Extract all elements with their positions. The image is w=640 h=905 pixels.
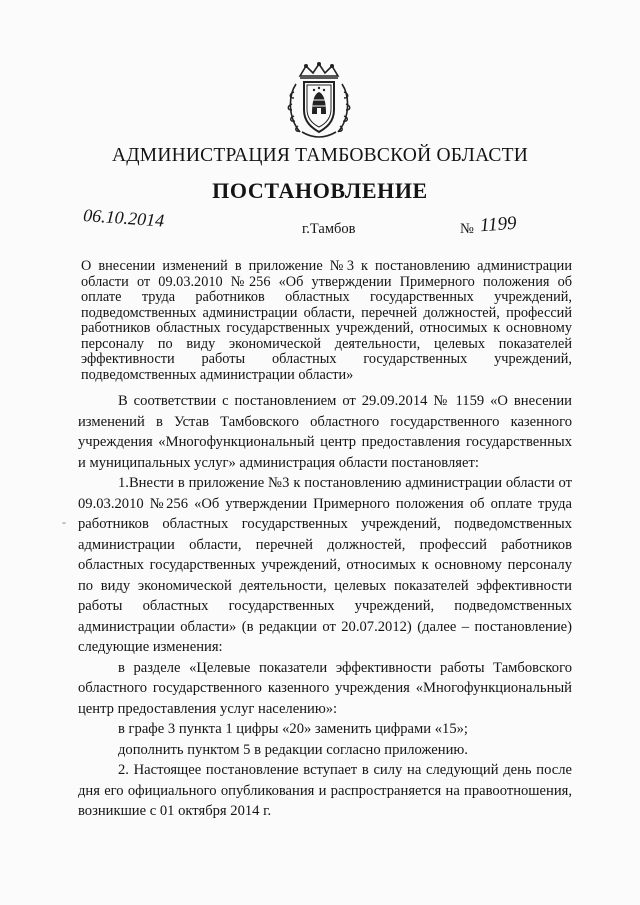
paragraph-preamble: В соответствии с постановлением от 29.09.2014 № 1159 «О внесении изменений в Устав Тамбовского областного государственного казенного учреждения «Многофункциональный центр предоставления государственных и муниципальных услуг» администрация области постановляет: (78, 393, 572, 471)
document-type: ПОСТАНОВЛЕНИЕ (212, 178, 428, 203)
paragraph-change-2: дополнить пунктом 5 в редакции согласно приложению. (118, 741, 468, 758)
organization-title: АДМИНИСТРАЦИЯ ТАМБОВСКОЙ ОБЛАСТИ (112, 145, 528, 166)
document-subject: О внесении изменений в приложение №3 к постановлению администрации области от 09.03.2010 №256 «Об утверждении Примерного положения об оплате труда работников областных государственных учреждений, подведомственных администрации области, перечней должностей, профессий работников областных государственных учреждений, относимых к основному персоналу по виду экономической деятельности, целевых показателей эффективности работы областных государственных учреждений, подведомственных администрации области» (81, 258, 572, 383)
paragraph-item-2: 2. Настоящее постановление вступает в силу на следующий день после дня его официального опубликования и распространяется на правоотношения, возникшие с 01 октября 2014 г. (78, 762, 572, 819)
paragraph-section: в разделе «Целевые показатели эффективности работы Тамбовского областного государственного казенного учреждения «Многофункциональный центр предоставления услуг населению»: (78, 659, 572, 717)
paragraph-item-1: 1.Внести в приложение №3 к постановлению администрации области от 09.03.2010 №256 «Об утверждении Примерного положения об оплате труда работников областных государственных учреждений, подведомственных администрации области, перечней должностей, профессий работников областных государственных учреждений, относимых к основному персоналу по виду экономической деятельности, целевых показателей эффективности работы областных государственных учреждений, подведомственных администрации области» (в редакции от 20.07.2012) (далее – постановление) следующие изменения: (78, 475, 572, 655)
margin-mark: - (62, 515, 66, 529)
document-body (78, 391, 572, 822)
number-prefix: № (460, 221, 474, 237)
handwritten-date: 06.10.2014 (82, 205, 165, 231)
city: г.Тамбов (302, 221, 356, 237)
paragraph-change-1: в графе 3 пункта 1 цифры «20» заменить цифрами «15»; (118, 721, 468, 737)
handwritten-number: 1199 (479, 212, 518, 237)
tambov-coat-of-arms-icon (286, 62, 352, 140)
